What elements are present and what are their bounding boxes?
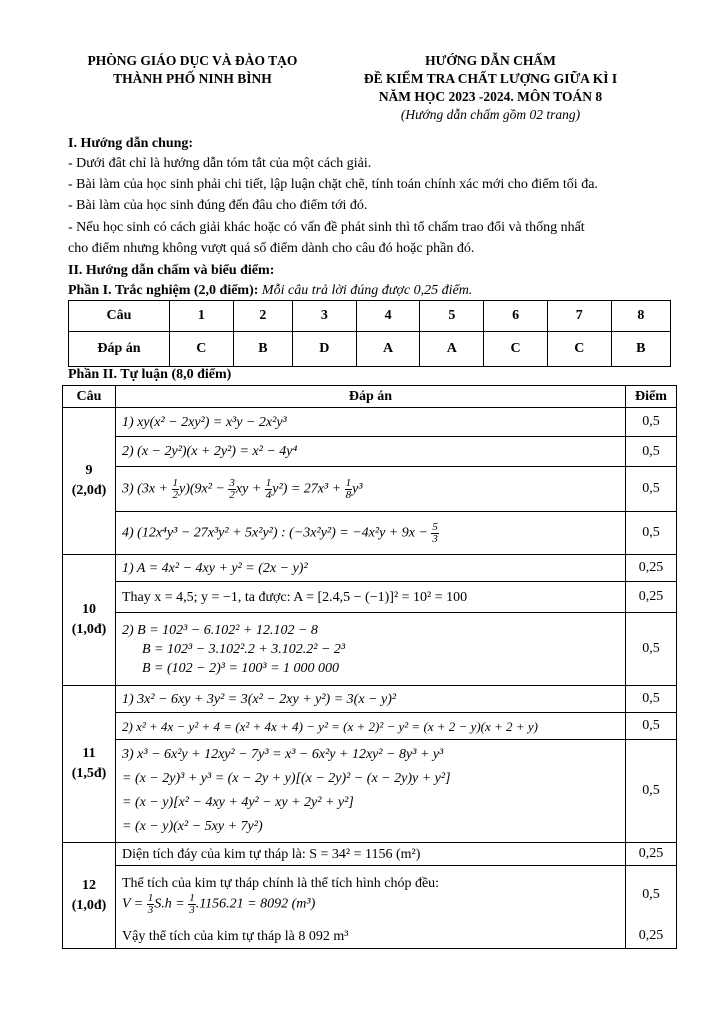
answer-cell: C (547, 332, 611, 367)
question-cell (63, 555, 116, 686)
department-name: PHÒNG GIÁO DỤC VÀ ĐÀO TẠO (87, 53, 298, 68)
fraction-denominator: 4 (265, 488, 272, 501)
table-row (63, 582, 677, 613)
fraction-denominator: 2 (229, 488, 235, 501)
column-header-points: Điểm (626, 386, 677, 408)
table-row (63, 686, 677, 713)
formula-part: y)(9x² − (179, 481, 229, 497)
answer-cell: D (293, 332, 357, 367)
answer-text: Vậy thể tích của kim tự tháp là 8 092 m³ (116, 924, 626, 949)
table-row (63, 408, 677, 437)
question-number: 3 (293, 301, 357, 332)
general-line: - Nếu học sinh có cách giải khác hoặc có vấn đề phát sinh thì tổ chấm trao đổi và thống nhất (68, 220, 585, 235)
answer-text: 1) 3x² − 6xy + 3y² = 3(x² − 2xy + y²) = 3(x − y)² (116, 686, 626, 713)
formula-part: S.h = (154, 896, 189, 912)
question-number: 12 (82, 877, 96, 893)
formula-part: xy + (235, 481, 265, 497)
part2-title: Phần II. Tự luận (8,0 điểm) (68, 367, 232, 382)
fraction-numerator: 1 (189, 892, 195, 904)
question-cell (63, 686, 116, 843)
points-cell: 0,5 (626, 437, 677, 467)
fraction-numerator: 1 (265, 476, 272, 489)
page-count-note: (Hướng dẫn chấm gồm 02 trang) (400, 107, 581, 122)
answer-text: Thay x = 4,5; y = −1, ta được: A = [2.4,5 − (−1)]² = 10² = 100 (116, 582, 626, 613)
fraction (431, 522, 439, 545)
formula-part: 3) (3x + (122, 481, 172, 497)
points-cell: 0,5 (626, 866, 677, 925)
answer-line: B = (102 − 2)³ = 100³ = 1 000 000 (142, 660, 340, 676)
formula-part: 4) (12x⁴y³ − 27x³y² + 5x²y²) : (−3x²y²) = −4x²y + 9x − (122, 525, 432, 541)
fraction (172, 478, 180, 501)
answer-line: = (x − y)(x² − 5xy + 7y²) (122, 819, 263, 834)
points-cell: 0,5 (626, 713, 677, 740)
question-points: (1,0đ) (71, 897, 107, 913)
answer-cell: B (233, 332, 292, 367)
formula-part: .1156.21 = 8092 (m³) (195, 896, 316, 912)
answer-line: 3) x³ − 6x²y + 12xy² − 7y³ = x³ − 6x²y + 12xy² − 8y³ + y³ (122, 747, 444, 762)
question-number: 6 (484, 301, 548, 332)
scoring-section-title: II. Hướng dẫn chấm và biểu điểm: (68, 263, 275, 278)
answer-formula (116, 467, 626, 512)
answer-formula (122, 893, 625, 916)
fraction-denominator: 2 (172, 488, 178, 501)
general-section-title: I. Hướng dẫn chung: (68, 136, 194, 151)
answer-text: 2) x² + 4x − y² + 4 = (x² + 4x + 4) − y² = (x + 2)² − y² = (x + 2 − y)(x + 2 + y) (116, 713, 626, 740)
points-cell: 0,25 (626, 924, 677, 949)
answer-formula (116, 512, 626, 555)
fraction-numerator: 1 (172, 476, 178, 489)
question-number: 1 (170, 301, 234, 332)
part1-title: Phần I. Trắc nghiệm (2,0 điểm): (68, 283, 259, 298)
general-line: - Dưới đât chỉ là hướng dẫn tóm tắt của một cách giải. (68, 156, 372, 171)
answer-line: B = 102³ − 3.102².2 + 3.102.2² − 2³ (142, 641, 346, 657)
points-cell: 0,5 (626, 740, 677, 843)
answer-line: 2) B = 102³ − 6.102² + 12.102 − 8 (122, 622, 318, 638)
fraction-denominator: 3 (189, 904, 195, 916)
table-row (63, 613, 677, 686)
question-cell (63, 843, 116, 949)
document-title-block (318, 52, 663, 124)
points-cell: 0,5 (626, 613, 677, 686)
row-label: Đáp án (69, 332, 170, 367)
table-row (63, 866, 677, 925)
fraction-denominator: 3 (147, 904, 154, 916)
table-row (69, 332, 671, 367)
question-points: (1,5đ) (71, 766, 107, 781)
answer-text: 2) (x − 2y²)(x + 2y²) = x² − 4y⁴ (116, 437, 626, 467)
question-number: 8 (611, 301, 670, 332)
question-number: 10 (82, 602, 96, 617)
points-cell: 0,5 (626, 512, 677, 555)
school-year: NĂM HỌC 2023 -2024. MÔN TOÁN 8 (378, 89, 603, 104)
question-points: (1,0đ) (71, 622, 107, 637)
table-header-row (63, 386, 677, 408)
table-row (63, 924, 677, 949)
city-name: THÀNH PHỐ NINH BÌNH (113, 71, 272, 86)
table-row (69, 301, 671, 332)
answer-cell: C (170, 332, 234, 367)
exam-title: ĐỀ KIỂM TRA CHẤT LƯỢNG GIỮA KÌ I (363, 71, 618, 86)
question-number: 7 (547, 301, 611, 332)
answer-line: = (x − 2y)³ + y³ = (x − 2y + y)[(x − 2y)² − (x − 2y)y + y²] (122, 771, 451, 786)
points-cell: 0,25 (626, 582, 677, 613)
points-cell: 0,25 (626, 843, 677, 866)
document-title: HƯỚNG DẪN CHẤM (425, 53, 556, 68)
points-cell: 0,5 (626, 408, 677, 437)
question-number: 9 (85, 463, 93, 478)
answer-line: = (x − y)[x² − 4xy + 4y² − xy + 2y² + y²] (122, 795, 354, 810)
fraction (228, 478, 236, 501)
points-cell: 0,5 (626, 467, 677, 512)
question-cell (63, 408, 116, 555)
column-header-question: Câu (63, 386, 116, 408)
answer-cell: A (420, 332, 484, 367)
general-line: cho điểm nhưng không vượt quá số điểm dành cho câu đó hoặc phần đó. (68, 241, 475, 256)
part1-note: Mỗi câu trả lời đúng được 0,25 điểm. (261, 283, 473, 298)
general-line: - Bài làm của học sinh phải chi tiết, lập luận chặt chẽ, tính toán chính xác mới cho điểm tối đa. (68, 177, 598, 192)
table-row (63, 512, 677, 555)
formula-part: y³ (352, 481, 363, 497)
formula-part: V = (122, 896, 147, 912)
answer-text: Diện tích đáy của kim tự tháp là: S = 34² = 1156 (m²) (116, 843, 626, 866)
table-row (63, 555, 677, 582)
question-number: 5 (420, 301, 484, 332)
fraction-numerator: 1 (147, 892, 154, 904)
fraction-denominator: 3 (432, 532, 438, 545)
column-header-answer: Đáp án (116, 386, 626, 408)
fraction-numerator: 1 (345, 476, 352, 489)
formula-part: y²) = 27x³ + (272, 481, 345, 497)
answer-multiline (116, 740, 626, 843)
table-row (63, 713, 677, 740)
essay-table (62, 385, 677, 949)
question-points: (2,0đ) (71, 483, 107, 498)
answer-cell: C (484, 332, 548, 367)
department-header (70, 52, 315, 88)
table-row (63, 437, 677, 467)
question-number: 2 (233, 301, 292, 332)
table-row (63, 467, 677, 512)
fraction-numerator: 5 (432, 520, 438, 533)
fraction-denominator: 8 (345, 488, 352, 501)
table-row (63, 843, 677, 866)
answer-line: Thể tích của kim tự tháp chính là thể tích hình chóp đều: (122, 876, 440, 891)
answer-multiline (116, 866, 626, 925)
multiple-choice-table (68, 300, 671, 367)
points-cell: 0,25 (626, 555, 677, 582)
fraction (188, 893, 196, 916)
part1-heading (68, 281, 472, 301)
answer-multiline (116, 613, 626, 686)
answer-text: 1) A = 4x² − 4xy + y² = (2x − y)² (116, 555, 626, 582)
question-number: 4 (356, 301, 420, 332)
points-cell: 0,5 (626, 686, 677, 713)
answer-cell: B (611, 332, 670, 367)
answer-text: 1) xy(x² − 2xy²) = x³y − 2x²y³ (116, 408, 626, 437)
question-number: 11 (82, 746, 96, 761)
table-row (63, 740, 677, 843)
row-label: Câu (69, 301, 170, 332)
general-line: - Bài làm của học sinh đúng đến đâu cho điểm tới đó. (68, 198, 368, 213)
fraction-numerator: 3 (229, 476, 235, 489)
answer-cell: A (356, 332, 420, 367)
